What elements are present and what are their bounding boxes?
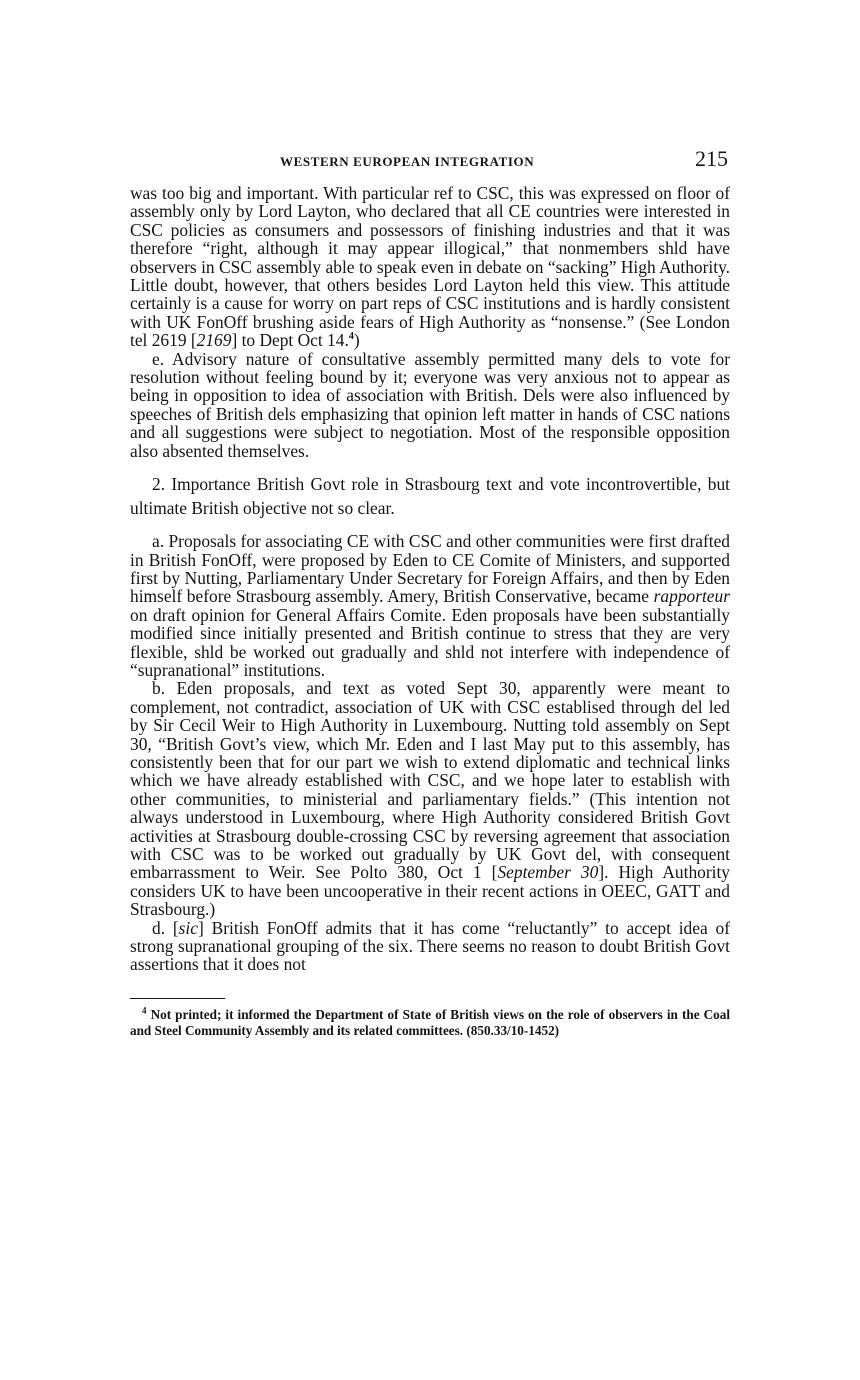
paragraph-text: on draft opinion for General Affairs Comite. Eden proposals have been substantially modified since initially presented and British continue to stress that they are very flexible, shld be worked out gradually and shld not interfere with independence of “supranational” institutions. (130, 604, 730, 680)
sic-marker: sic (178, 917, 198, 938)
page-number: 215 (695, 146, 728, 171)
date-reference: September 30 (497, 862, 599, 883)
paragraph-text: d. [ (152, 917, 179, 938)
paragraph-a (130, 532, 730, 679)
paragraph-b (130, 679, 730, 918)
paragraph-d (130, 919, 730, 974)
running-title: WESTERN EUROPEAN INTEGRATION (280, 154, 535, 169)
document-page (130, 148, 730, 1348)
paragraph-text: b. Eden proposals, and text as voted Sept 30, apparently were meant to complement, not contradict, association of UK with CSC establised through del led by Sir Cecil Weir to High Authority in Luxembourg. Nutting told assembly on Sept 30, “British Govt’s view, which Mr. Eden and I last May put to this assembly, has consistently been that for our part we wish to extend diplomatic and technical links which we have already established with CSC, and we hope later to establish with other communities, to ministerial and parliamentary fields.” (This intention not always understood in Luxembourg, where High Authority considered British Govt activities at Strasbourg double-crossing CSC by reversing agreement that association with CSC was to be worked out gradually by UK Govt del, with consequent embarrassment to Weir. See Polto 380, Oct 1 [ (130, 678, 730, 883)
paragraph-2: 2. Importance British Govt role in Strasbourg text and vote incontrovertible, but ultimate British objective not so clear. (130, 474, 730, 519)
paragraph-text: ]. High Authority considers UK to have been uncooperative in their recent actions in OEEC, GATT and Strasbourg.) (130, 862, 730, 920)
footnote-text: Not printed; it informed the Department of State of British views on the role of observers in the Coal and Steel Community Assembly and its related committees. (850.33/10-1452) (130, 1006, 731, 1038)
telegram-reference: 2169 (196, 330, 232, 351)
footnote-divider (130, 998, 225, 999)
footnote-reference: 4 (348, 331, 354, 343)
paragraph-text: ) (353, 330, 360, 351)
paragraph-text: a. Proposals for associating CE with CSC and other communities were first drafted in British FonOff, were proposed by Eden to CE Comite of Ministers, and supported first by Nutting, Parliamentary Under Secretary for Foreign Affairs, and then by Eden himself before Strasbourg assembly. Amery, British Conservative, became (130, 531, 730, 607)
paragraph-continuation (130, 184, 730, 350)
footnote (130, 1007, 730, 1039)
italic-term: rapporteur (653, 586, 730, 607)
footnote-marker: 4 (142, 1005, 147, 1016)
paragraph-text: was too big and important. With particular ref to CSC, this was expressed on floor of assembly only by Lord Layton, who declared that all CE countries were interested in CSC policies as consumers and possessors of finishing industries and that it was therefore “right, although it may appear illogical,” that nonmembers shld have observers in CSC assembly able to speak even in debate on “sacking” High Authority. Little doubt, however, that others besides Lord Layton held this view. This attitude certainly is a cause for worry on part reps of CSC institutions and is hardly consistent with UK FonOff brushing aside fears of High Authority as “nonsense.” (See London tel 2619 [ (130, 183, 730, 351)
running-head (130, 148, 730, 178)
paragraph-text: ] British FonOff admits that it has come “reluctantly” to accept idea of strong supranational grouping of the six. There seems no reason to doubt British Govt assertions that it does not (130, 917, 730, 975)
paragraph-text: ] to Dept Oct 14. (231, 330, 349, 351)
body-text (130, 184, 730, 974)
paragraph-e: e. Advisory nature of consultative assembly permitted many dels to vote for resolution without feeling bound by it; everyone was very anxious not to appear as being in opposition to idea of association with British. Dels were also influenced by speeches of British dels emphasizing that opinion left matter in hands of CSC nations and all suggestions were subject to negotiation. Most of the responsible opposition also absented themselves. (130, 348, 730, 461)
